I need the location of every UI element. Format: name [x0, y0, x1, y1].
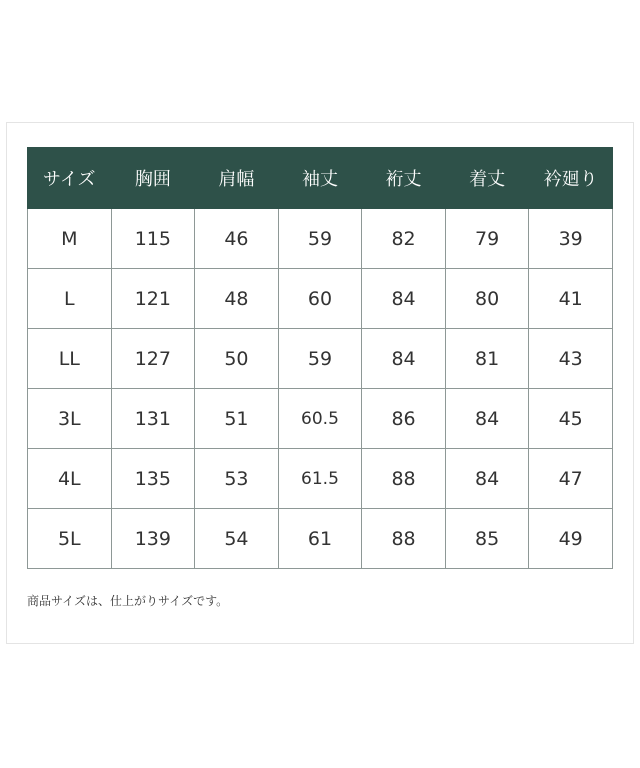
table-row [28, 329, 613, 389]
cell-size: 4L [28, 449, 112, 509]
cell-value: 79 [445, 209, 529, 269]
header-size: サイズ [28, 148, 112, 209]
cell-value: 54 [195, 509, 279, 569]
cell-value: 59 [278, 209, 362, 269]
cell-value: 131 [111, 389, 195, 449]
cell-size: LL [28, 329, 112, 389]
cell-value: 84 [362, 329, 446, 389]
size-note: 商品サイズは、仕上がりサイズです。 [27, 594, 229, 608]
header-shoulder-width: 肩幅 [195, 148, 279, 209]
header-yuki-length: 裄丈 [362, 148, 446, 209]
cell-value: 60 [278, 269, 362, 329]
cell-value: 85 [445, 509, 529, 569]
cell-value: 115 [111, 209, 195, 269]
header-sleeve-length: 袖丈 [278, 148, 362, 209]
cell-value: 59 [278, 329, 362, 389]
cell-value: 61.5 [278, 449, 362, 509]
table-row [28, 389, 613, 449]
cell-value: 88 [362, 449, 446, 509]
cell-size: 3L [28, 389, 112, 449]
table-row [28, 449, 613, 509]
cell-value: 61 [278, 509, 362, 569]
cell-value: 86 [362, 389, 446, 449]
cell-value: 50 [195, 329, 279, 389]
cell-value: 84 [445, 389, 529, 449]
cell-value: 47 [529, 449, 613, 509]
cell-value: 82 [362, 209, 446, 269]
cell-value: 127 [111, 329, 195, 389]
cell-value: 84 [362, 269, 446, 329]
cell-value: 80 [445, 269, 529, 329]
cell-size: L [28, 269, 112, 329]
table-row [28, 509, 613, 569]
cell-value: 84 [445, 449, 529, 509]
cell-size: 5L [28, 509, 112, 569]
size-table [27, 147, 613, 569]
cell-value: 46 [195, 209, 279, 269]
header-neck: 衿廻り [529, 148, 613, 209]
cell-value: 139 [111, 509, 195, 569]
cell-value: 48 [195, 269, 279, 329]
header-chest: 胸囲 [111, 148, 195, 209]
cell-value: 121 [111, 269, 195, 329]
table-row [28, 269, 613, 329]
cell-value: 39 [529, 209, 613, 269]
cell-value: 88 [362, 509, 446, 569]
table-header-row [28, 148, 613, 209]
cell-value: 45 [529, 389, 613, 449]
table-row [28, 209, 613, 269]
cell-value: 81 [445, 329, 529, 389]
cell-value: 51 [195, 389, 279, 449]
cell-value: 135 [111, 449, 195, 509]
cell-value: 53 [195, 449, 279, 509]
cell-size: M [28, 209, 112, 269]
cell-value: 41 [529, 269, 613, 329]
cell-value: 60.5 [278, 389, 362, 449]
cell-value: 49 [529, 509, 613, 569]
cell-value: 43 [529, 329, 613, 389]
header-body-length: 着丈 [445, 148, 529, 209]
